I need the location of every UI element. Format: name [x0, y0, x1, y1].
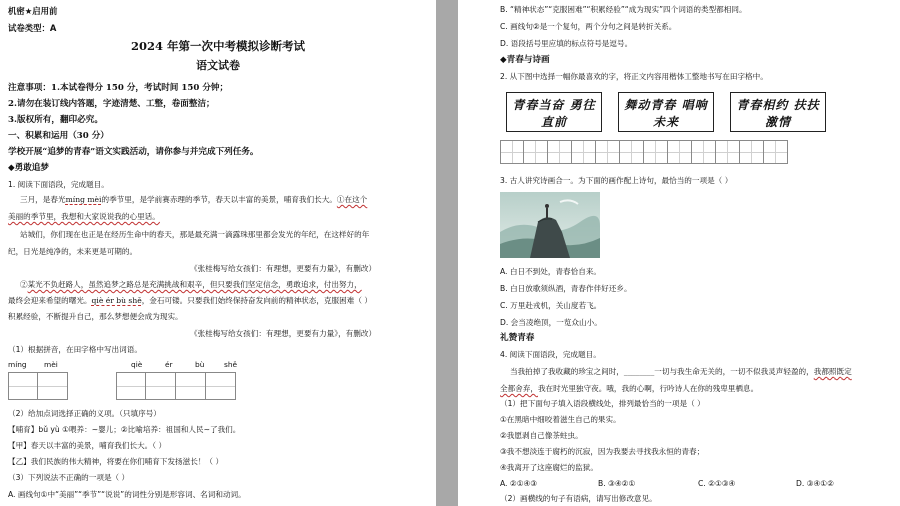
question-2: 2. 从下图中选择一幅你最喜欢的字，将正文内容用楷体工整地书写在田字格中。 — [500, 72, 768, 81]
notes-line-1: 注意事项：1.本试卷得分 150 分，考试时间 150 分钟； — [8, 83, 229, 93]
grid-cell[interactable] — [500, 140, 524, 164]
left-page — [0, 0, 436, 506]
grid-cell[interactable] — [116, 372, 146, 400]
sentence-3: ③我不想淡连于腐朽的沉寂，因为我要去寻找我永恒的青春； — [500, 447, 705, 456]
grid-cell[interactable] — [524, 140, 548, 164]
grid-cell[interactable] — [596, 140, 620, 164]
option-b: B. 白日放歌须纵酒，青春作伴好还乡。 — [500, 284, 632, 293]
writing-grid[interactable] — [500, 140, 788, 164]
pinyin-label: ér — [165, 360, 173, 369]
grid-cell[interactable] — [146, 372, 176, 400]
grid-cell[interactable] — [620, 140, 644, 164]
passage-line: 当我拍掉了我收藏的珍宝之间时，________一切与我生命无关的，一切不似我灵声轻盈的，我都照既定 — [510, 367, 852, 376]
grid-cell[interactable] — [764, 140, 788, 164]
passage-line: 全都舍弃，我在时光里独守夜。哦，我的心啊，行吟诗人在你的残卑里栖息。 — [500, 384, 759, 393]
confidential-label: 机密★启用前 — [8, 6, 58, 16]
grid-cell[interactable] — [176, 372, 206, 400]
question-4-2: （2）画横线的句子有语病，请写出修改意见。 — [500, 494, 657, 503]
calligraphy-text: 舞动青春 唱响未来 — [624, 98, 708, 129]
option-a: A. 白日不到处，青春恰自来。 — [500, 267, 602, 276]
sentence-a: 【甲】春天以丰富的美景，哺育我们长大。（ ） — [8, 441, 167, 450]
calligraphy-text: 青春相约 扶扶激情 — [736, 98, 820, 129]
passage-line: 美丽的季节里，我想和大家说说我的心里话。 — [8, 212, 160, 221]
definition: 【哺育】bǔ yù ①喂养：~婴儿；②比喻培养：祖国和人民~了我们。 — [8, 425, 241, 434]
notes-line-2: 2.请勿在装订线内答题，字迹清楚、工整，卷面整洁； — [8, 99, 215, 109]
option-a: A. 画线句①中“美丽”“季节”“说说”的词性分别是形容词、名词和动词。 — [8, 490, 246, 499]
notes-line-3: 3.版权所有，翻印必究。 — [8, 115, 103, 125]
exam-subtitle: 语文试卷 — [196, 59, 240, 72]
grid-cell[interactable] — [668, 140, 692, 164]
option-c: C. 万里赴戎机，关山度若飞。 — [500, 301, 602, 310]
passage-line: 纪，日光是纯净的，未来更是可期的。 — [8, 247, 138, 256]
paper-type: 试卷类型：A — [8, 23, 57, 33]
choice-a: A. ②①④③ — [500, 479, 538, 488]
question-4: 4. 阅读下面语段，完成题目。 — [500, 350, 601, 359]
grid-cell[interactable] — [572, 140, 596, 164]
section-heading: 一、积累和运用（30 分） — [8, 131, 109, 141]
citation: 《张桂梅写给女孩们：有理想，更要有力量》，有删改） — [190, 329, 377, 338]
sentence-2: ②我愿剥自己像茶蛀虫。 — [500, 431, 583, 440]
answer-grid[interactable] — [8, 372, 68, 400]
passage-line: 最终会迎来希望的曙光。qiè ér bù shě，金石可镂。只要我们始终保持奋发向前的精神状态，克服困难（ ） — [8, 296, 372, 305]
calligraphy-text: 青春当奋 勇往直前 — [512, 98, 596, 129]
grid-cell[interactable] — [8, 372, 38, 400]
choice-c: C. ②①③④ — [698, 479, 736, 488]
calligraphy-panel[interactable] — [506, 92, 602, 132]
choice-b: B. ③④②① — [598, 479, 636, 488]
question-1-3: （3）下列说法不正确的一项是（ ） — [8, 473, 130, 482]
grid-cell[interactable] — [692, 140, 716, 164]
calligraphy-panel[interactable] — [618, 92, 714, 132]
grid-cell[interactable] — [206, 372, 236, 400]
grid-cell[interactable] — [38, 372, 68, 400]
question-3: 3. 古人讲究诗画合一。为下面的画作配上诗句，最恰当的一项是（ ） — [500, 176, 733, 185]
question-4-1: （1）把下面句子填入语段横线处，排列最恰当的一项是（ ） — [500, 399, 705, 408]
choice-d: D. ③④①② — [796, 479, 834, 488]
option-b: B. “精神状态”“克服困难”“积累经验”“成为现实”四个词语的类型都相同。 — [500, 5, 747, 14]
pinyin-label: bù — [195, 360, 205, 369]
grid-cell[interactable] — [716, 140, 740, 164]
citation: 《张桂梅写给女孩们：有理想，更要有力量》，有删改） — [190, 264, 377, 273]
passage-line: 积累经验，不断提升自己，那么梦想便会成为现实。 — [8, 312, 183, 321]
passage-line: 站城们，你们现在也正是在经历生命中的春天，那是最充满一滴露珠那里都会发光的年纪，在这样好的年 — [20, 230, 370, 239]
option-c: C. 画线句②是一个复句，两个分句之间是转折关系。 — [500, 22, 677, 31]
painting-image — [500, 192, 600, 258]
question-1: 1. 阅读下面语段，完成题目。 — [8, 180, 109, 189]
grid-cell[interactable] — [740, 140, 764, 164]
question-1-2: （2）给加点词选择正确的义项。（只填序号） — [8, 409, 161, 418]
option-d: D. 语段括号里应填的标点符号是逗号。 — [500, 39, 633, 48]
sentence-b: 【乙】我们民族的伟大精神，将要在你们哺育下发扬滋长！（ ） — [8, 457, 224, 466]
right-page — [458, 0, 900, 506]
sentence-1: ①在黑暗中细咬着滋生自己的果实。 — [500, 415, 621, 424]
subsection-heading: ◆青春与诗画 — [500, 55, 550, 65]
passage-line: ②某光不负赶路人，虽然追梦之路总是充满挑战和艰辛，但只要我们坚定信念，勇敢追求，付出努力， — [20, 280, 362, 289]
calligraphy-panel[interactable] — [730, 92, 826, 132]
exam-title: 2024 年第一次中考模拟诊断考试 — [130, 39, 305, 53]
grid-cell[interactable] — [644, 140, 668, 164]
landscape-painting — [500, 192, 600, 258]
pinyin-label: míng — [8, 360, 27, 369]
subsection-heading: 礼赞青春 — [500, 333, 535, 343]
pinyin-label: qiè — [131, 360, 143, 369]
task-intro: 学校开展“追梦的青春”语文实践活动，请你参与并完成下列任务。 — [8, 147, 259, 157]
option-d: D. 会当凌绝顶，一览众山小。 — [500, 318, 602, 327]
pinyin-label: shě — [224, 360, 238, 369]
page-gap — [436, 0, 458, 506]
grid-cell[interactable] — [548, 140, 572, 164]
pinyin-label: mèi — [44, 360, 58, 369]
sentence-4: ④我离开了这座腐烂的监狱。 — [500, 463, 598, 472]
passage-line: 三月，是春光míng mèi的季节里，是学前赛赤理的季节，春天以丰富的美景，哺育我们长大。①在这个 — [20, 195, 368, 204]
question-1-1: （1）根据拼音，在田字格中写出词语。 — [8, 345, 142, 354]
answer-grid[interactable] — [116, 372, 236, 400]
subsection-heading: ◆勇敢追梦 — [8, 163, 49, 173]
